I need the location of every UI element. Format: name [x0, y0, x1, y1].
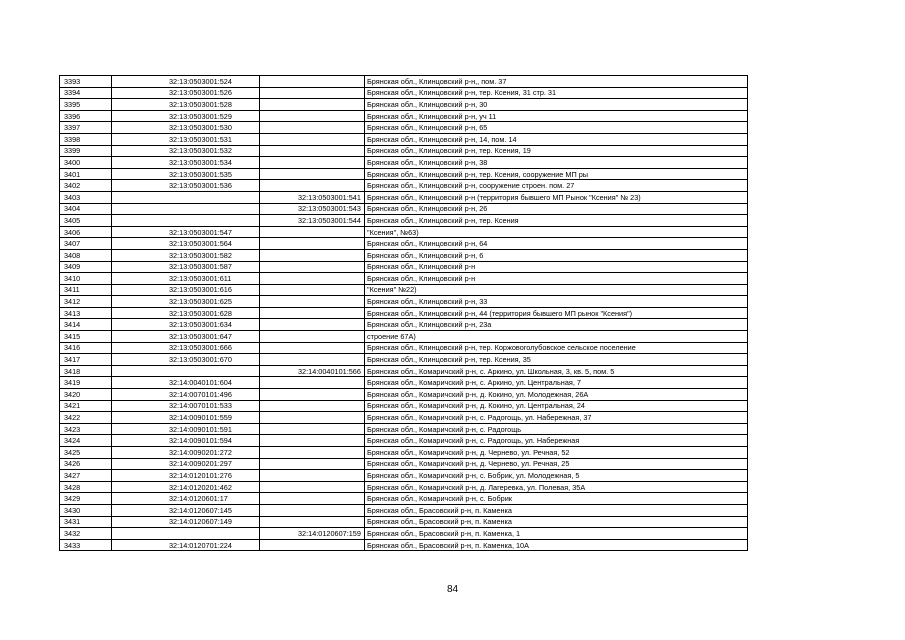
cadastral-number-cell: 32:13:0503001:526: [112, 87, 260, 99]
cadastral-number-alt-cell: [260, 342, 365, 354]
cadastral-number-alt-cell: [260, 412, 365, 424]
table-row: [60, 528, 748, 540]
row-number-cell: 3417: [60, 354, 112, 366]
table-row: [60, 400, 748, 412]
cadastral-number-cell: 32:13:0503001:536: [112, 180, 260, 192]
cadastral-number-alt-cell: [260, 470, 365, 482]
row-number-cell: 3405: [60, 215, 112, 227]
cadastral-number-cell: 32:13:0503001:531: [112, 133, 260, 145]
cadastral-number-cell: 32:13:0503001:647: [112, 331, 260, 343]
address-cell: Брянская обл., Клинцовский р-н, 6: [365, 249, 748, 261]
address-cell: Брянская обл., Клинцовский р-н, 26: [365, 203, 748, 215]
table-row: [60, 296, 748, 308]
cadastral-number-cell: 32:13:0503001:666: [112, 342, 260, 354]
address-cell: Брянская обл., Комаричский р-н, д. Черневo, ул. Речная, 52: [365, 447, 748, 459]
cadastral-number-cell: 32:13:0503001:628: [112, 307, 260, 319]
cadastral-number-alt-cell: 32:14:0120607:159: [260, 528, 365, 540]
cadastral-number-cell: 32:14:0070101:496: [112, 389, 260, 401]
cadastral-number-alt-cell: [260, 157, 365, 169]
table-row: [60, 284, 748, 296]
table-row: [60, 238, 748, 250]
cadastral-number-alt-cell: 32:13:0503001:543: [260, 203, 365, 215]
table-row: [60, 458, 748, 470]
table-row: [60, 168, 748, 180]
row-number-cell: 3404: [60, 203, 112, 215]
cadastral-number-cell: [112, 365, 260, 377]
table-row: [60, 203, 748, 215]
row-number-cell: 3401: [60, 168, 112, 180]
cadastral-number-cell: 32:13:0503001:582: [112, 249, 260, 261]
address-cell: Брянская обл., Брасовский р-н, п. Каменка, 10А: [365, 539, 748, 551]
row-number-cell: 3403: [60, 191, 112, 203]
cadastral-number-cell: 32:13:0503001:587: [112, 261, 260, 273]
address-cell: "Ксения" №22): [365, 284, 748, 296]
cadastral-number-cell: 32:13:0503001:611: [112, 273, 260, 285]
cadastral-number-alt-cell: [260, 389, 365, 401]
cadastral-number-alt-cell: [260, 516, 365, 528]
table-row: [60, 87, 748, 99]
cadastral-number-alt-cell: [260, 110, 365, 122]
address-cell: Брянская обл., Комаричский р-н, с. Бобрик, ул. Молодежная, 5: [365, 470, 748, 482]
cadastral-number-alt-cell: [260, 226, 365, 238]
cadastral-number-alt-cell: [260, 87, 365, 99]
address-cell: Брянская обл., Комаричский р-н, д. Чернево, ул. Речная, 25: [365, 458, 748, 470]
address-cell: Брянская обл., Комаричский р-н, с. Радогощь, ул. Набережная: [365, 435, 748, 447]
cadastral-number-cell: 32:14:0120607:145: [112, 504, 260, 516]
table-row: [60, 145, 748, 157]
row-number-cell: 3419: [60, 377, 112, 389]
row-number-cell: 3410: [60, 273, 112, 285]
cadastral-number-alt-cell: [260, 481, 365, 493]
address-cell: Брянская обл., Комаричский р-н, с. Бобрик: [365, 493, 748, 505]
address-cell: Брянская обл., Клинцовский р-н, сооружение строен. пом. 27: [365, 180, 748, 192]
table-row: [60, 110, 748, 122]
table-row: [60, 122, 748, 134]
address-cell: Брянская обл., Клинцовский р-н, 23а: [365, 319, 748, 331]
row-number-cell: 3394: [60, 87, 112, 99]
table-row: [60, 191, 748, 203]
cadastral-number-cell: 32:13:0503001:616: [112, 284, 260, 296]
table-row: [60, 435, 748, 447]
row-number-cell: 3408: [60, 249, 112, 261]
table-row: [60, 539, 748, 551]
row-number-cell: 3420: [60, 389, 112, 401]
cadastral-number-alt-cell: [260, 261, 365, 273]
address-cell: Брянская обл., Брасовский р-н, п. Каменка: [365, 504, 748, 516]
cadastral-number-cell: [112, 203, 260, 215]
cadastral-number-cell: 32:14:0070101:533: [112, 400, 260, 412]
table-row: [60, 76, 748, 88]
row-number-cell: 3429: [60, 493, 112, 505]
page-number: 84: [446, 584, 459, 595]
row-number-cell: 3421: [60, 400, 112, 412]
address-cell: Брянская обл., Клинцовский р-н, 30: [365, 99, 748, 111]
row-number-cell: 3413: [60, 307, 112, 319]
cadastral-number-cell: 32:13:0503001:529: [112, 110, 260, 122]
address-cell: Брянская обл., Клинцовский р-н, тер. Коржовоголубовское сельское поселение: [365, 342, 748, 354]
cadastral-number-alt-cell: 32:14:0040101:566: [260, 365, 365, 377]
table-row: [60, 412, 748, 424]
row-number-cell: 3418: [60, 365, 112, 377]
cadastral-number-cell: 32:14:0120701:224: [112, 539, 260, 551]
row-number-cell: 3424: [60, 435, 112, 447]
cadastral-number-cell: [112, 215, 260, 227]
cadastral-number-alt-cell: [260, 180, 365, 192]
table-row: [60, 423, 748, 435]
cadastral-number-cell: 32:14:0090101:594: [112, 435, 260, 447]
cadastral-number-cell: 32:13:0503001:670: [112, 354, 260, 366]
address-cell: Брянская обл., Комаричский р-н, с. Радогощь, ул. Набережная, 37: [365, 412, 748, 424]
cadastral-number-alt-cell: [260, 307, 365, 319]
address-cell: Брянская обл., Клинцовский р-н, тер. Ксения, 19: [365, 145, 748, 157]
cadastral-number-cell: 32:13:0503001:534: [112, 157, 260, 169]
row-number-cell: 3416: [60, 342, 112, 354]
row-number-cell: 3411: [60, 284, 112, 296]
cadastral-number-alt-cell: [260, 249, 365, 261]
address-cell: Брянская обл., Клинцовский р-н, 65: [365, 122, 748, 134]
table-row: [60, 377, 748, 389]
row-number-cell: 3409: [60, 261, 112, 273]
cadastral-number-cell: 32:13:0503001:532: [112, 145, 260, 157]
row-number-cell: 3426: [60, 458, 112, 470]
cadastral-number-alt-cell: [260, 331, 365, 343]
address-cell: Брянская обл., Брасовский р-н, п. Каменка, 1: [365, 528, 748, 540]
cadastral-number-cell: 32:14:0120607:149: [112, 516, 260, 528]
table-row: [60, 261, 748, 273]
row-number-cell: 3425: [60, 447, 112, 459]
row-number-cell: 3428: [60, 481, 112, 493]
cadastral-number-cell: 32:14:0040101:604: [112, 377, 260, 389]
address-cell: "Ксения", №63): [365, 226, 748, 238]
cadastral-number-cell: 32:13:0503001:535: [112, 168, 260, 180]
table-row: [60, 319, 748, 331]
cadastral-number-alt-cell: [260, 133, 365, 145]
table-row: [60, 307, 748, 319]
address-cell: Брянская обл., Клинцовский р-н, 38: [365, 157, 748, 169]
table-body: [60, 76, 748, 551]
address-cell: Брянская обл., Клинцовский р-н, тер. Ксения, 35: [365, 354, 748, 366]
row-number-cell: 3412: [60, 296, 112, 308]
address-cell: Брянская обл., Клинцовский р-н, тер. Ксения, сооружение МП ры: [365, 168, 748, 180]
cadastral-number-alt-cell: 32:13:0503001:544: [260, 215, 365, 227]
data-table: [59, 75, 748, 551]
cadastral-number-alt-cell: [260, 400, 365, 412]
cadastral-number-cell: 32:14:0120601:17: [112, 493, 260, 505]
address-cell: Брянская обл., Клинцовский р-н, 44 (территория бывшего МП рынок "Ксения"): [365, 307, 748, 319]
cadastral-number-alt-cell: [260, 76, 365, 88]
address-cell: Брянская обл., Клинцовский р-н, 14, пом. 14: [365, 133, 748, 145]
address-cell: Брянская обл., Клинцовский р-н,, пом. 37: [365, 76, 748, 88]
cadastral-number-alt-cell: [260, 122, 365, 134]
row-number-cell: 3414: [60, 319, 112, 331]
row-number-cell: 3399: [60, 145, 112, 157]
table-row: [60, 447, 748, 459]
address-cell: Брянская обл., Клинцовский р-н: [365, 261, 748, 273]
cadastral-number-alt-cell: [260, 447, 365, 459]
cadastral-number-cell: 32:14:0090201:297: [112, 458, 260, 470]
table-row: [60, 504, 748, 516]
cadastral-number-alt-cell: [260, 273, 365, 285]
address-cell: Брянская обл., Комаричский р-н, д. Кокино, ул. Молодежная, 26А: [365, 389, 748, 401]
cadastral-number-alt-cell: [260, 354, 365, 366]
row-number-cell: 3406: [60, 226, 112, 238]
cadastral-number-cell: 32:13:0503001:530: [112, 122, 260, 134]
address-cell: Брянская обл., Клинцовский р-н, уч 11: [365, 110, 748, 122]
row-number-cell: 3400: [60, 157, 112, 169]
table-row: [60, 273, 748, 285]
cadastral-number-alt-cell: [260, 319, 365, 331]
table-row: [60, 365, 748, 377]
row-number-cell: 3422: [60, 412, 112, 424]
table-row: [60, 493, 748, 505]
cadastral-number-alt-cell: 32:13:0503001:541: [260, 191, 365, 203]
cadastral-number-alt-cell: [260, 296, 365, 308]
address-cell: Брянская обл., Комаричский р-н, с. Аркино, ул. Центральная, 7: [365, 377, 748, 389]
table-row: [60, 133, 748, 145]
table-row: [60, 516, 748, 528]
cadastral-number-cell: 32:14:0090201:272: [112, 447, 260, 459]
cadastral-number-cell: 32:13:0503001:528: [112, 99, 260, 111]
cadastral-number-cell: 32:13:0503001:625: [112, 296, 260, 308]
row-number-cell: 3415: [60, 331, 112, 343]
row-number-cell: 3398: [60, 133, 112, 145]
table-row: [60, 226, 748, 238]
address-cell: Брянская обл., Комаричский р-н, с. Радогощь: [365, 423, 748, 435]
cadastral-number-cell: 32:13:0503001:634: [112, 319, 260, 331]
table-row: [60, 215, 748, 227]
address-cell: Брянская обл., Клинцовский р-н, 64: [365, 238, 748, 250]
cadastral-number-alt-cell: [260, 435, 365, 447]
row-number-cell: 3431: [60, 516, 112, 528]
row-number-cell: 3396: [60, 110, 112, 122]
cadastral-number-cell: 32:14:0120101:276: [112, 470, 260, 482]
row-number-cell: 3423: [60, 423, 112, 435]
table-row: [60, 249, 748, 261]
address-cell: Брянская обл., Комаричский р-н, д. Лагеревка, ул. Полевая, 35А: [365, 481, 748, 493]
cadastral-number-cell: 32:13:0503001:524: [112, 76, 260, 88]
address-cell: Брянская обл., Клинцовский р-н: [365, 273, 748, 285]
cadastral-number-cell: 32:14:0090101:559: [112, 412, 260, 424]
table-row: [60, 470, 748, 482]
address-cell: Брянская обл., Клинцовский р-н, тер. Ксения, 31 стр. 31: [365, 87, 748, 99]
row-number-cell: 3427: [60, 470, 112, 482]
cadastral-number-alt-cell: [260, 458, 365, 470]
table-row: [60, 331, 748, 343]
cadastral-number-cell: 32:14:0120201:462: [112, 481, 260, 493]
row-number-cell: 3430: [60, 504, 112, 516]
table-row: [60, 354, 748, 366]
cadastral-number-alt-cell: [260, 238, 365, 250]
cadastral-number-alt-cell: [260, 377, 365, 389]
table-row: [60, 157, 748, 169]
address-cell: Брянская обл., Клинцовский р-н, 33: [365, 296, 748, 308]
table-row: [60, 481, 748, 493]
cadastral-number-cell: 32:13:0503001:547: [112, 226, 260, 238]
row-number-cell: 3397: [60, 122, 112, 134]
address-cell: Брянская обл., Комаричский р-н, д. Кокино, ул. Центральная, 24: [365, 400, 748, 412]
cadastral-number-cell: 32:13:0503001:564: [112, 238, 260, 250]
table-row: [60, 180, 748, 192]
address-cell: Брянская обл., Клинцовский р-н, тер. Ксения: [365, 215, 748, 227]
cadastral-number-alt-cell: [260, 504, 365, 516]
row-number-cell: 3395: [60, 99, 112, 111]
address-cell: строение 67А): [365, 331, 748, 343]
address-cell: Брянская обл., Клинцовский р-н (территория бывшего МП Рынок "Ксения" № 23): [365, 191, 748, 203]
cadastral-number-alt-cell: [260, 423, 365, 435]
row-number-cell: 3393: [60, 76, 112, 88]
cadastral-number-cell: [112, 191, 260, 203]
cadastral-number-alt-cell: [260, 493, 365, 505]
table-row: [60, 389, 748, 401]
table-row: [60, 99, 748, 111]
cadastral-number-alt-cell: [260, 284, 365, 296]
row-number-cell: 3402: [60, 180, 112, 192]
cadastral-number-alt-cell: [260, 168, 365, 180]
cadastral-number-alt-cell: [260, 539, 365, 551]
row-number-cell: 3407: [60, 238, 112, 250]
cadastral-number-cell: [112, 528, 260, 540]
row-number-cell: 3432: [60, 528, 112, 540]
cadastral-number-alt-cell: [260, 145, 365, 157]
row-number-cell: 3433: [60, 539, 112, 551]
address-cell: Брянская обл., Брасовский р-н, п. Каменка: [365, 516, 748, 528]
table-row: [60, 342, 748, 354]
cadastral-number-alt-cell: [260, 99, 365, 111]
address-cell: Брянская обл., Комаричский р-н, с. Аркино, ул. Школьная, 3, кв. 5, пом. 5: [365, 365, 748, 377]
cadastral-number-cell: 32:14:0090101:591: [112, 423, 260, 435]
